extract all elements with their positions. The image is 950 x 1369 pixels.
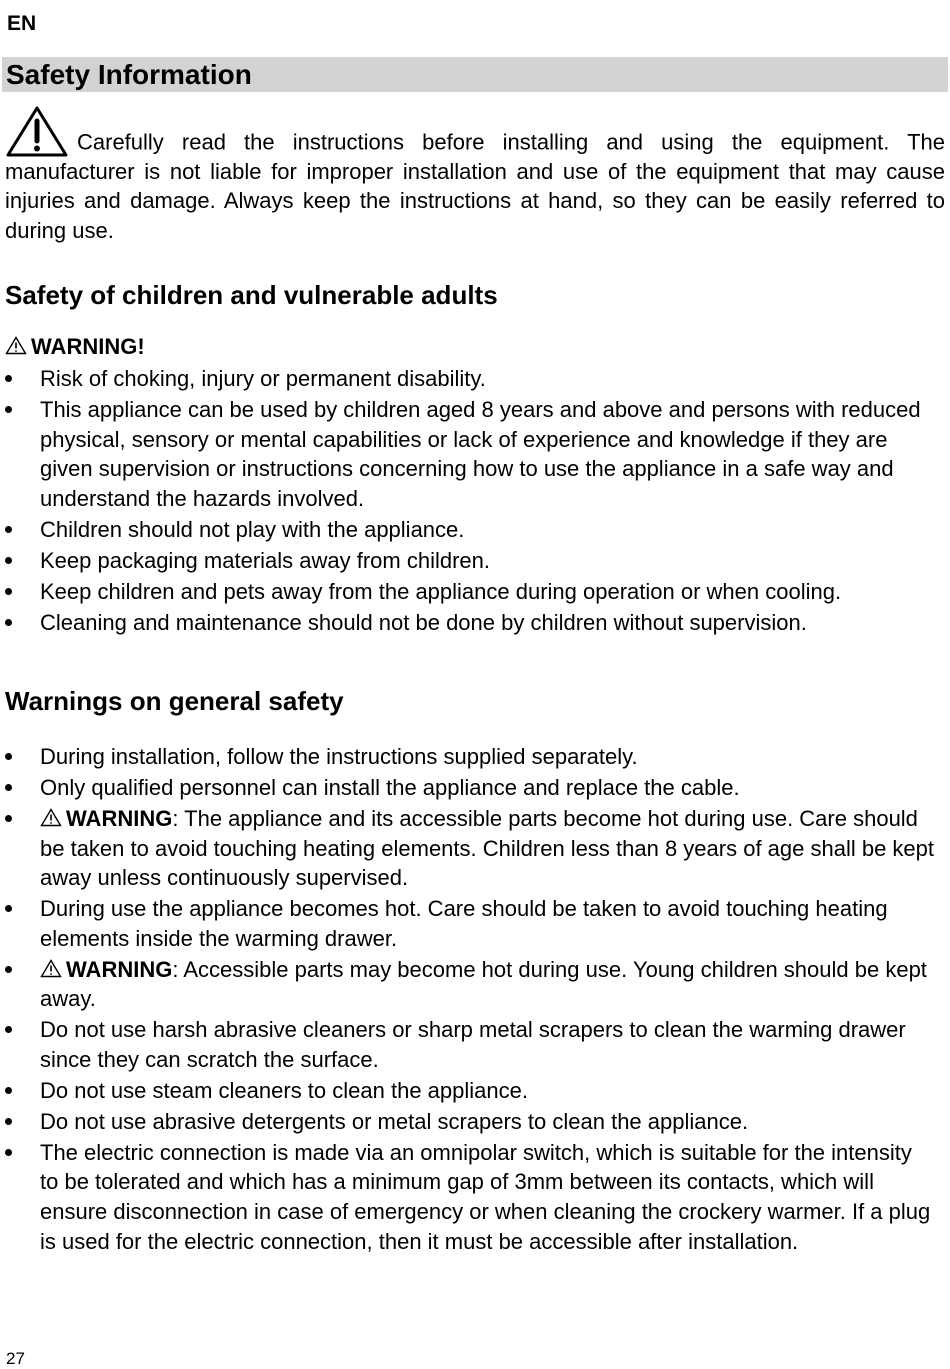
bullet-icon [5, 966, 12, 973]
list-item [0, 955, 935, 1014]
bullet-icon [5, 1149, 12, 1156]
list-item-text: Do not use harsh abrasive cleaners or sharp metal scrapers to clean the warming drawer since they can scratch the surface. [40, 1017, 906, 1072]
warning-label: WARNING [66, 805, 173, 831]
list-item [0, 894, 935, 953]
children-warning-label [5, 333, 145, 361]
bullet-icon [5, 1118, 12, 1125]
list-item [0, 577, 935, 607]
bullet-icon [5, 619, 12, 626]
list-item [0, 608, 935, 638]
list-item-text: Do not use abrasive detergents or metal scrapers to clean the appliance. [40, 1108, 749, 1134]
general-safety-heading: Warnings on general safety [5, 686, 344, 716]
list-item-text: During use the appliance becomes hot. Care should be taken to avoid touching heating elements inside the warming drawer. [40, 896, 888, 951]
bullet-icon [5, 1087, 12, 1094]
section-title: Safety Information [6, 59, 252, 90]
list-item [0, 804, 935, 893]
intro-paragraph [5, 105, 945, 245]
bullet-icon [5, 784, 12, 791]
warning-small-icon [40, 808, 62, 827]
list-item [0, 1015, 935, 1074]
list-item [0, 546, 935, 576]
list-item-text: : The appliance and its accessible parts become hot during use. Care should be taken to avoid touching heating elements. Children less than 8 years of age shall be kept away unless continuously supervised. [40, 805, 935, 891]
bullet-icon [5, 406, 12, 413]
intro-text: Carefully read the instructions before installing and using the equipment. The manufacturer is not liable for improper installation and use of the equipment that may cause injuries and damage. Always keep the instructions at hand, so they can be easily referred to during use. [5, 129, 945, 243]
warning-label-text: WARNING! [31, 334, 145, 359]
list-item-text: This appliance can be used by children aged 8 years and above and persons with reduced physical, sensory or mental capabilities or lack of experience and knowledge if they are given supervision or instructions concerning how to use the appliance in a safe way and understand the hazards involved. [40, 396, 921, 511]
list-item-text: Cleaning and maintenance should not be done by children without supervision. [40, 609, 807, 635]
list-item-text: Do not use steam cleaners to clean the appliance. [40, 1077, 528, 1103]
bullet-icon [5, 375, 12, 382]
list-item-text: : Accessible parts may become hot during use. Young children should be kept away. [40, 956, 927, 1012]
list-item [0, 395, 935, 513]
list-item [0, 1076, 935, 1106]
section-title-bar [2, 57, 948, 92]
language-code: EN [7, 12, 37, 35]
list-item-text: Only qualified personnel can install the appliance and replace the cable. [40, 774, 740, 800]
bullet-icon [5, 526, 12, 533]
list-item [0, 1138, 935, 1256]
bullet-icon [5, 557, 12, 564]
children-safety-heading: Safety of children and vulnerable adults [5, 280, 498, 310]
list-item-text: Risk of choking, injury or permanent disability. [40, 366, 486, 391]
list-item-text: Children should not play with the appliance. [40, 516, 465, 542]
list-item [0, 515, 935, 545]
bullet-icon [5, 905, 12, 912]
list-item [0, 742, 935, 772]
general-safety-list [0, 742, 935, 1258]
bullet-icon [5, 1026, 12, 1033]
list-item [0, 773, 935, 803]
list-item-text: Keep packaging materials away from children. [40, 547, 491, 573]
bullet-icon [5, 753, 12, 760]
children-safety-list [0, 364, 935, 639]
page-number: 27 [6, 1349, 25, 1368]
bullet-icon [5, 588, 12, 595]
list-item-text: Keep children and pets away from the appliance during operation or when cooling. [40, 578, 842, 604]
warning-small-icon [5, 336, 27, 355]
warning-label: WARNING [66, 956, 173, 982]
warning-triangle-icon [5, 105, 69, 157]
list-item-text: The electric connection is made via an omnipolar switch, which is suitable for the intensity to be tolerated and which has a minimum gap of 3mm between its contacts, which will ensure disconnection in case of emergency or when cleaning the crockery warmer. If a plug is used for the electric connection, then it must be accessible after installation. [40, 1139, 931, 1254]
warning-small-icon [40, 959, 62, 978]
bullet-icon [5, 815, 12, 822]
list-item [0, 364, 935, 394]
list-item [0, 1107, 935, 1137]
list-item-text: During installation, follow the instructions supplied separately. [40, 744, 638, 769]
